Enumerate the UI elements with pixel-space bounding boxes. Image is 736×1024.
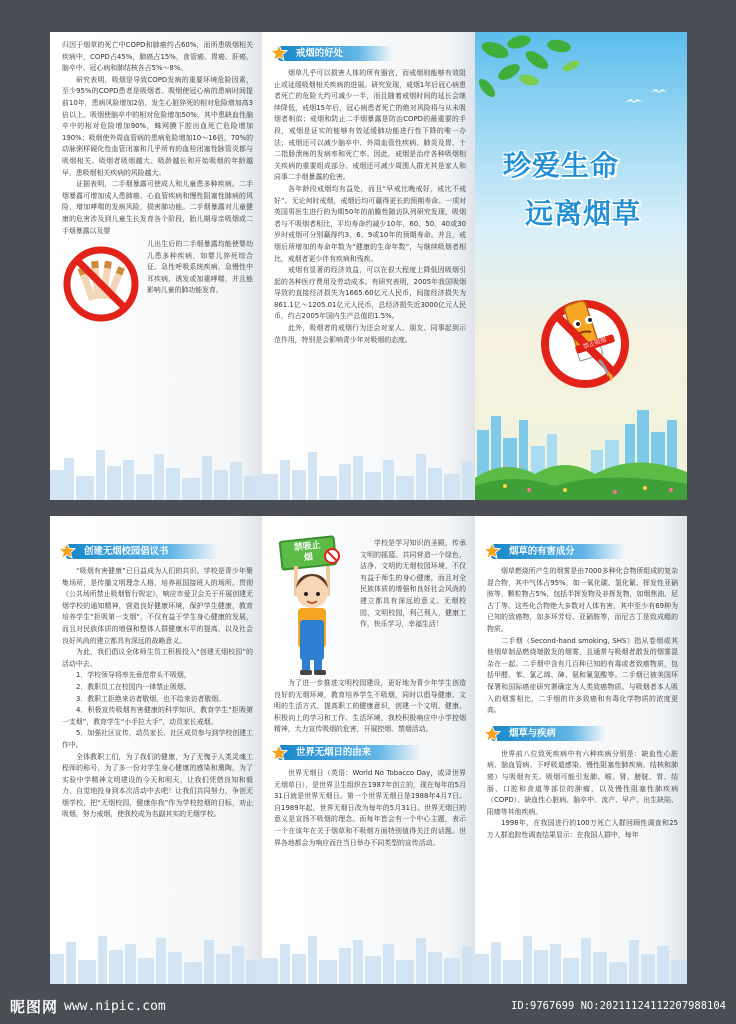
no-smoking-sign bbox=[535, 290, 635, 390]
panel-quit-benefits bbox=[262, 32, 475, 500]
star-icon bbox=[270, 744, 288, 762]
panel1-side-text: 儿出生后的二手烟暴露均能使婴幼儿患多种疾病，如婴儿猝死综合征、急性呼吸系统疾病、急慢性中耳疾病，诱发或加重哮喘，并且能影响儿童的肺功能发育。 bbox=[147, 240, 253, 295]
watermark-logo: 昵图网 bbox=[10, 997, 59, 1016]
panel-tobacco-harm bbox=[475, 516, 687, 984]
watermark-footer bbox=[0, 988, 736, 1024]
star-icon bbox=[483, 725, 501, 743]
brochure-inside bbox=[50, 516, 687, 984]
panel1-text bbox=[62, 40, 253, 237]
brochure-outside bbox=[50, 32, 687, 500]
watermark-url: www.nipic.com bbox=[64, 998, 166, 1014]
panel4-text bbox=[62, 566, 253, 821]
paragraph: 为了进一步推进文明校园建设，更好地为青少年学生创造良好的无烟环境，教育培养学生不吸烟，同时以倡导健康、文明的生活方式，提高职工的健康意识，创建一个文明、健康、积极向上的学习和工作、生活环境，我校积极响应中小学控烟精神，大力宣传吸烟的危害，开展控烟、禁烟活动。 bbox=[274, 679, 466, 734]
paragraph: 戒烟有显著的经济效益，可以在很大程度上降低因吸烟引起的各种医疗费用及劳动成本。有研究表明，2005年我国吸烟导致的直接经济损失为1665.60亿元人民币，间接经济损失为861.1亿～1205.01亿元人民币，总经济损失近3000亿元人民币，约占2005年国内生产总值的1.5%。 bbox=[274, 266, 466, 321]
cover-title-line2: 远离烟草 bbox=[525, 197, 642, 230]
city-skyline bbox=[262, 914, 474, 984]
section-title-text: 世界无烟日的由来 bbox=[278, 745, 421, 760]
panel5-text-2 bbox=[274, 768, 466, 849]
cover-title-line1: 珍爱生命 bbox=[503, 149, 620, 182]
section-title-text: 烟草与疾病 bbox=[491, 726, 606, 741]
leaves-decoration bbox=[475, 32, 687, 122]
paragraph: 二手烟（Second-hand smoking, SHS）指从卷烟或其他烟草制品燃烧端散发的烟雾，且通常与吸烟者散发的烟雾混杂在一起。二手烟中含有几百种已知的有毒或者致癌物质，包括甲醛、苯、氯乙烯、砷、氨和氰氢酸等。二手烟已被美国环保署和国际癌症研究署确定为人类致癌物质。与吸烟者本人吸入的烟雾相比，二手烟的许多致癌和有毒化学物质的浓度更高。 bbox=[487, 636, 678, 715]
list-item: 1．学校领导将率先垂范带头不吸烟， bbox=[76, 671, 191, 680]
section-title-world-no-tobacco-day bbox=[270, 742, 466, 764]
paragraph: 1998年，在我国进行的100万死亡人群回顾性调查和25万人群追踪性调查结果显示：在我国人群中，每年 bbox=[487, 819, 678, 839]
paragraph: 研究表明，吸烟是导致COPD发病的重要环境危险因素，至少95%的COPD患者是吸烟者。吸烟使冠心病的患病时间提前10年，患病风险增加2倍，发生心脏猝死的相对危险增加高3倍以上。吸烟使脑卒中的相对危险增加50%，其中患缺血性脑卒中的相对危险增加90%，蛛网膜下腔出血死亡危险增加190%；吸烟使外周血管病的患病危险增加10～16倍，70%的动脉粥样硬化性血管闭塞和几乎所有的血栓闭塞性脉管炎都与吸烟相关。吸烟者吸烟越大、吸龄越长和开始吸烟的年龄越早，患吸烟相关疾病的风险越大。 bbox=[62, 75, 253, 177]
list-item: 2．教职员工在校园内一律禁止吸烟。 bbox=[76, 682, 191, 691]
section-title-text: 创建无烟校园倡议书 bbox=[66, 544, 218, 559]
paragraph: 世界前八位致死疾病中有六种疾病分别是：缺血性心脏病、脑血管病、下呼吸道感染、慢性阻塞性肺疾病、结核和肺癌）与吸烟有关。吸烟可能引发肺、喉、肾、膀胱、胃、结肠、口腔和食道等部位的肿瘤，以及慢性阻塞性肺疾病（COPD）、缺血性心脏病、脑卒中、流产、早产、出生缺陷、阳痿等其他疾病。 bbox=[487, 749, 678, 816]
panel-smoking-diseases bbox=[50, 32, 262, 500]
section-title-text: 烟草的有害成分 bbox=[491, 544, 625, 559]
list-item: 5．加强社区宣传，动员家长、社区成员参与到学校创建工作中。 bbox=[62, 729, 253, 749]
paragraph: “吸烟有害健康”已日益成为人们的共识。学校是青少年聚集场所，是传播文明理念人格，培养祖国接班人的场所。贯彻《公共场所禁止吸烟暂行规定》，响应市爱卫会关于开展创建无烟学校的通知精神，营造良好健康环境，保护学生健康，教育培养学生“拒吸第一支烟”，不仅有益于学生身心健康的发展，而且对民族体质的增强和整体人群健康水平的提高，以及社会良好风尚的建立都具有深远的战略意义。 bbox=[62, 567, 253, 645]
cover-city-illustration bbox=[475, 390, 687, 500]
no-smoking-illustration bbox=[62, 239, 147, 327]
star-icon bbox=[483, 542, 501, 560]
paragraph: 烟草燃烧所产生的烟雾是由7000多种化合物所组成的复杂混合物，其中气体占95%，如一氧化碳、氢化氰、挥发性亚硝胺等，颗粒物占5%，包括半挥发物及非挥发物，如烟焦油、尼古丁等。这些化合物绝大多数对人体有害，其中至少有69种为已知的致癌物，如多环芳烃、亚硝胺等，而尼古丁是致成瘾的物质。 bbox=[487, 567, 678, 633]
panel2-text bbox=[274, 68, 466, 346]
panel-cover bbox=[475, 32, 687, 500]
city-skyline bbox=[262, 430, 474, 500]
sign-board-text: 禁吸止烟 bbox=[293, 540, 322, 564]
paragraph: 世界无烟日（英语：World No Tobacco Day，或译世界无烟草日），是世界卫生组织在1987年创立的，现在每年的5月31日就是世界无烟日。第一个世界无烟日是1988年4月7日。自1989年起，世界无烟日改为每年的5月31日。世界无烟日的意义是宣扬不吸烟的理念。而每年皆会有一个中心主题，表示一个在该年在关于烟草和不吸烟方面特别值得关注的话题。世界各地都会为响应而在当日举办不同类型的宣传活动。 bbox=[274, 768, 466, 847]
paragraph: 烟草几乎可以损害人体的所有器官，而戒烟则能够有效阻止或延缓吸烟相关疾病的进展。研究发现，戒烟1年后冠心病患者死亡的危险大约可减少一半，而且随着戒烟时间的延长会继续降低，戒烟15年后，冠心病患者死亡的绝对风险将与从未吸烟者相似；戒烟和防止二手烟暴露是防治COPD的最重要的手段，戒烟是证实的能够有效延缓肺功能进行性下降的唯一办法；戒烟还可以减少脑卒中、外周血管性疾病、肺炎及胃、十二指肠溃疡的发病率和死亡率。因此，戒烟是治疗各种吸烟相关疾病的重要组成部分。戒烟还可减少周围人群尤其是家人和同事二手烟暴露的危害。 bbox=[274, 69, 466, 182]
paragraph: 全体教职工们，为了我们的健康，为了无愧于人类灵魂工程师的称号，为了多一份对学生身心健康的感染和熏陶，为了实验中学精神文明建设的今天和明天，让我们凭借良知和毅力，自觉地投身到本次活动中去吧！让我们共同努力，争创无烟学校，把“无烟校园，健康你我”作为学校控烟的目标，劝止吸烟，努力戒烟，使我校成为名副其实的无烟学校。 bbox=[62, 752, 253, 819]
panel6-text bbox=[487, 566, 678, 717]
panel5-side-text: 学校是学习知识的圣殿，传承文明的摇篮。共同营造一个绿色、洁净、文明的无烟校园环境，不仅有益于师生的身心健康，而且对全民族体质的增强和良好社会风尚的建立都具有深远的意义。无烟校园，文明校园，利己利人，健康工作，快乐学习，幸福生活！ bbox=[360, 539, 466, 629]
paragraph: 归因于烟草的死亡中COPD和肺癌约占60%，而所患吸烟相关疾病中，COPD占45%，肺癌占15%，食管癌、胃癌、肝癌、脑卒中、冠心病和肺结核各占5%～8%。 bbox=[62, 41, 253, 73]
paragraph: 各年龄段戒烟均有益处，而且“早戒比晚戒好，戒比不戒好”。无论何时戒烟，戒烟后均可赢得更长的预期寿命。一项对英国男医生进行的为期50年的前瞻性随访队列研究发现，吸烟者与不吸烟者相比，平均寿命约减少10年，60、50、40或30岁时戒烟可分别赢得约3、6、9或10年的预期寿命。并且，戒烟后所增加的寿命年数为“健康的生命年数”，与继续吸烟者相比，戒烟者更少伴有疾病和残疾。 bbox=[274, 184, 466, 263]
section-title-tobacco-and-disease bbox=[483, 723, 678, 745]
panel5-text bbox=[274, 678, 466, 736]
section-title-proposal bbox=[58, 540, 253, 562]
section-title-harmful-components bbox=[483, 540, 678, 562]
panel-smoke-free-campus-proposal bbox=[50, 516, 262, 984]
sign-text: 禁止吸烟 bbox=[575, 334, 616, 354]
section-title-text: 戒烟的好处 bbox=[278, 46, 393, 61]
paragraph: 证据表明，二手烟暴露可使成人和儿童患多种疾病。二手烟暴露可增加成人患肺癌、心血管疾病和慢性阻塞性肺病的风险，增加哮喘的发病风险，损害肺功能。二手烟暴露对儿童健康的危害涉及到儿童生长发育各个阶段，胎儿期母亲吸烟或二手烟暴露以及婴 bbox=[62, 180, 253, 235]
city-skyline bbox=[50, 430, 262, 500]
paragraph: 为此，我们倡议全体师生员工积极投入“创建无烟校园”的活动中去。 bbox=[62, 648, 253, 668]
section-title-quit-benefits bbox=[270, 42, 466, 64]
list-item: 3．教职工拒绝来访者敬烟，也不给来访者敬烟。 bbox=[76, 694, 226, 703]
child-with-sign-illustration bbox=[274, 538, 360, 678]
paragraph: 此外，吸烟者的戒烟行为还会对家人、朋友、同事起到示范作用，特别是会影响青少年对吸烟的态度。 bbox=[274, 324, 466, 344]
panel6-text-2 bbox=[487, 749, 678, 842]
watermark-id: ID:9767699 NO:20211124112207988104 bbox=[511, 1000, 726, 1012]
city-skyline bbox=[50, 914, 262, 984]
star-icon bbox=[58, 542, 76, 560]
city-skyline bbox=[475, 914, 687, 984]
list-item: 4．积极宣传吸烟有害健康的科学知识，教育学生“拒吸第一支烟”，教育学生“小手拉大手”，动员家长戒烟。 bbox=[62, 706, 253, 726]
star-icon bbox=[270, 44, 288, 62]
panel-school-and-world-no-tobacco-day bbox=[262, 516, 475, 984]
